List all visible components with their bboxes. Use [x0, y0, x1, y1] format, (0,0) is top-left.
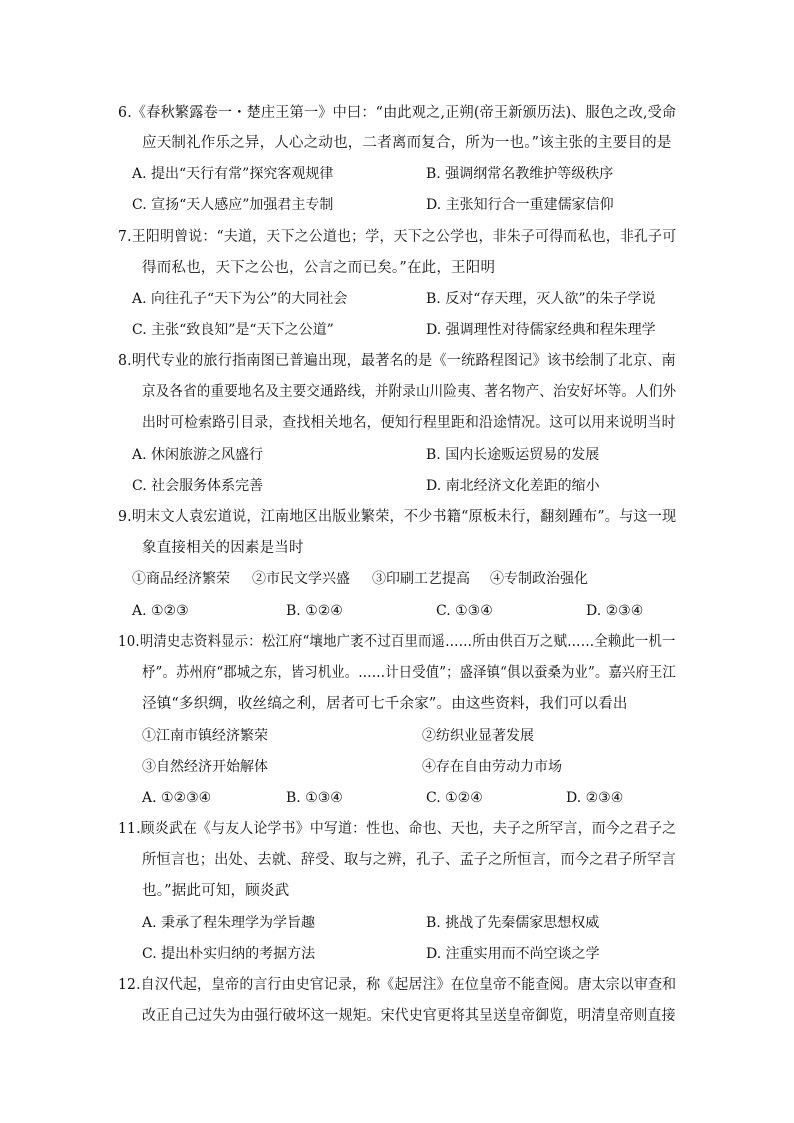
- question-11-option-a[interactable]: A. 秉承了程朱理学为学旨趣: [142, 915, 316, 931]
- question-10-stem-line-1: 10.明清史志资料显示：松江府“壤地广袤不过百里而遥……所由供百万之赋……全赖此一机一: [118, 634, 676, 650]
- question-8-stem-line-1: 8.明代专业的旅行指南图已普遍出现，最著名的是《一统路程图记》该书绘制了北京、南: [118, 353, 676, 369]
- question-10-statement-2: ②纺织业显著发展: [422, 728, 534, 744]
- question-11-option-b[interactable]: B. 挑战了先秦儒家思想权威: [426, 915, 600, 931]
- question-9-option-b[interactable]: B. ①②④: [286, 603, 343, 619]
- question-10-option-b[interactable]: B. ①③④: [286, 790, 343, 806]
- question-12-stem-line-2: 改正自己过失为由强行破坏这一规矩。宋代史官更将其呈送皇帝御览，明清皇帝则直接: [142, 1008, 676, 1024]
- question-10-stem-line-3: 泾镇“多织绸，收丝缟之利，居者可七千余家”。由这些资料，我们可以看出: [142, 696, 628, 712]
- question-8-option-a[interactable]: A. 休闲旅游之风盛行: [132, 447, 264, 463]
- question-12-stem-line-1: 12.自汉代起，皇帝的言行由史官记录，称《起居注》在位皇帝不能查阅。唐太宗以审查和: [118, 977, 677, 993]
- question-10-stem-line-2: 杼”。苏州府“郡城之东，皆习机业。……计日受值”；盛泽镇“俱以蚕桑为业”。嘉兴府王江: [142, 665, 676, 681]
- question-10-option-d[interactable]: D. ②③④: [566, 790, 624, 806]
- question-7-option-c[interactable]: C. 主张“致良知”是“天下之公道”: [132, 322, 334, 338]
- question-6-option-d[interactable]: D. 主张知行合一重建儒家信仰: [426, 197, 614, 213]
- question-10-statement-4: ④存在自由劳动力市场: [422, 759, 562, 775]
- question-7-option-d[interactable]: D. 强调理性对待儒家经典和程朱理学: [426, 322, 656, 338]
- question-8-option-d[interactable]: D. 南北经济文化差距的缩小: [426, 478, 600, 494]
- question-9-stem-line-2: 象直接相关的因素是当时: [142, 540, 304, 556]
- question-11-option-c[interactable]: C. 提出朴实归纳的考据方法: [142, 946, 316, 962]
- question-8-option-c[interactable]: C. 社会服务体系完善: [132, 478, 264, 494]
- question-6-stem-line-1: 6.《春秋繁露卷一・楚庄王第一》中曰：“由此观之,正朔(帝王新颁历法)、服色之改,受命: [118, 105, 677, 121]
- question-8-stem-line-2: 京及各省的重要地名及主要交通路线，并附录山川险夷、著名物产、治安好坏等。人们外: [142, 384, 677, 400]
- question-9-option-c[interactable]: C. ①③④: [436, 603, 493, 619]
- question-7-stem-line-1: 7.王阳明曾说：“夫道，天下之公道也；学，天下之公学也，非朱子可得而私也，非孔子可: [118, 229, 677, 245]
- question-8-option-b[interactable]: B. 国内长途贩运贸易的发展: [426, 447, 600, 463]
- question-8-stem-line-3: 出时可检索路引目录，查找相关地名，便知行程里距和沿途情况。这可以用来说明当时: [142, 415, 676, 431]
- question-6-stem-line-2: 应天制礼作乐之异，人心之动也，二者离而复合，所为一也。”该主张的主要目的是: [142, 135, 672, 151]
- question-9-statement-4: ④专制政治强化: [490, 571, 588, 587]
- question-9-stem-line-1: 9.明末文人袁宏道说，江南地区出版业繁荣，不少书籍“原板未行，翻刻踵布”。与这一现: [118, 509, 677, 525]
- question-11-stem-line-2: 所恒言也；出处、去就、辞受、取与之辨，孔子、孟子之所恒言，而今之君子所罕言: [142, 852, 676, 868]
- question-10-statement-3: ③自然经济开始解体: [142, 759, 268, 775]
- question-6-option-b[interactable]: B. 强调纲常名教维护等级秩序: [426, 166, 614, 182]
- question-9-statement-3: ③印刷工艺提高: [372, 571, 470, 587]
- question-11-stem-line-1: 11.顾炎武在《与友人论学书》中写道：性也、命也、天也，夫子之所罕言，而今之君子之: [118, 821, 677, 837]
- question-7-stem-line-2: 得而私也，天下之公也，公言之而已矣。”在此，王阳明: [142, 260, 496, 276]
- question-9-option-d[interactable]: D. ②③④: [586, 603, 644, 619]
- question-7-option-b[interactable]: B. 反对“存天理，灭人欲”的朱子学说: [426, 291, 656, 307]
- question-10-option-a[interactable]: A. ①②③④: [142, 790, 212, 806]
- question-10-statement-1: ①江南市镇经济繁荣: [142, 728, 268, 744]
- question-9-statement-2: ②市民文学兴盛: [252, 571, 350, 587]
- question-9-option-a[interactable]: A. ①②③: [132, 603, 189, 619]
- question-11-option-d[interactable]: D. 注重实用而不尚空谈之学: [426, 946, 600, 962]
- question-6-option-a[interactable]: A. 提出“天行有常”探究客观规律: [132, 166, 334, 182]
- question-11-stem-line-3: 也。”据此可知，顾炎武: [142, 883, 290, 899]
- question-6-option-c[interactable]: C. 宣扬“天人感应”加强君主专制: [132, 197, 334, 213]
- question-7-option-a[interactable]: A. 向往孔子“天下为公”的大同社会: [132, 291, 348, 307]
- question-10-option-c[interactable]: C. ①②④: [426, 790, 483, 806]
- question-9-statement-1: ①商品经济繁荣: [132, 571, 230, 587]
